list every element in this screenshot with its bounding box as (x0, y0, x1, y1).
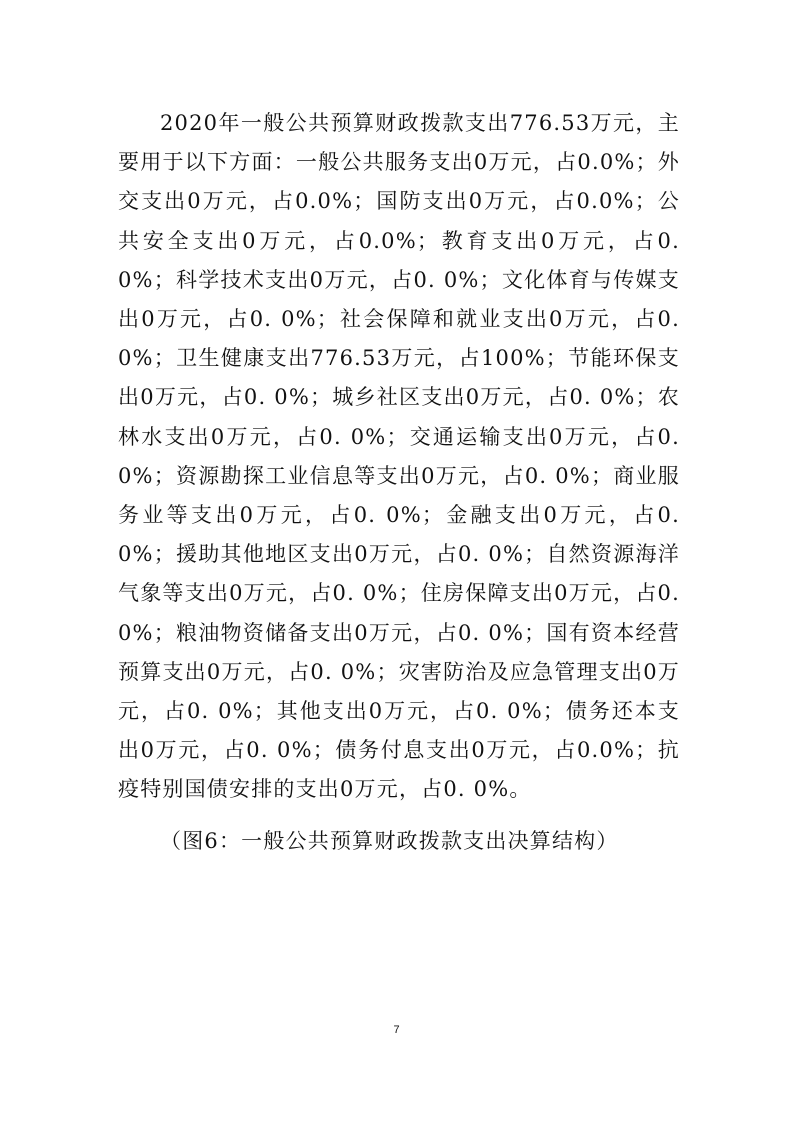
figure-caption: （图6：一般公共预算财政拨款支出决算结构） (160, 829, 619, 853)
page-number: 7 (393, 1024, 400, 1036)
expenditure-paragraph: 2020年一般公共预算财政拨款支出776.53万元，主要用于以下方面：一般公共服务支出0万元，占0.0%；外交支出0万元，占0.0%；国防支出0万元，占0.0%；公共安全支出0万元，占0.0%；教育支出0万元，占0. 0%；科学技术支出0万元，占0. 0%；文化体育与传媒支出0万元，占0. 0%；社会保障和就业支出0万元，占0. 0%；卫生健康支出776.53万元，占100%；节能环保支出0万元，占0. 0%；城乡社区支出0万元，占0. 0%；农林水支出0万元，占0. 0%；交通运输支出0万元，占0. 0%；资源勘探工业信息等支出0万元，占0. 0%；商业服务业等支出0万元，占0. 0%；金融支出0万元，占0. 0%；援助其他地区支出0万元，占0. 0%；自然资源海洋气象等支出0万元，占0. 0%；住房保障支出0万元，占0. 0%；粮油物资储备支出0万元，占0. 0%；国有资本经营预算支出0万元，占0. 0%；灾害防治及应急管理支出0万元，占0. 0%；其他支出0万元，占0. 0%；债务还本支出0万元，占0. 0%；债务付息支出0万元，占0.0%；抗疫特别国债安排的支出0万元，占0. 0%。 (118, 111, 680, 802)
